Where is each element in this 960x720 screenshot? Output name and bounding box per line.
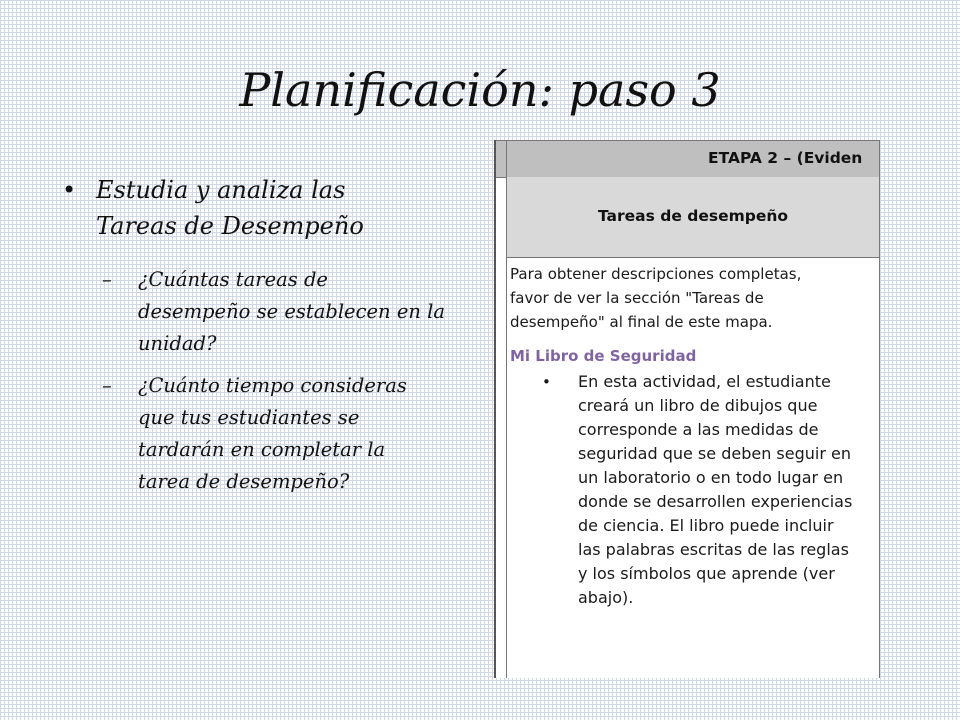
sub-bullet-2-line-3: tardarán en completar la [138,438,386,461]
stage-header-text: ETAPA 2 – (Eviden [708,149,863,167]
slide-content [62,172,482,498]
sub-bullet-2-line-4: tarea de desempeño? [138,470,350,493]
sub-bullet-1 [102,264,482,360]
main-bullet-line-2: Tareas de Desempeño [96,212,364,240]
intro-line-1: Para obtener descripciones completas, [510,265,802,283]
stage-header-row [496,140,880,178]
column-header-cell [506,177,880,258]
item-line-7: de ciencia. El libro puede incluir [578,516,834,535]
main-bullet [62,172,482,244]
item-line-8: las palabras escritas de las reglas [578,540,849,559]
sub-bullet-1-line-2: desempeño se establecen en la [138,300,445,323]
item-line-5: un laboratorio o en todo lugar en [578,468,844,487]
item-line-9: y los símbolos que aprende (ver [578,564,835,583]
intro-text [510,262,878,334]
item-line-4: seguridad que se deben seguir en [578,444,851,463]
sub-bullet-1-line-1: ¿Cuántas tareas de [138,268,328,291]
column-divider [506,257,507,678]
intro-line-3: desempeño" al final de este mapa. [510,313,773,331]
right-divider [879,140,880,678]
sub-bullet-2-line-1: ¿Cuánto tiempo consideras [138,374,407,397]
bullet-marker: • [62,176,77,204]
main-bullet-line-1: Estudia y analiza las [96,176,346,204]
column-header-text: Tareas de desempeño [597,207,789,225]
intro-line-2: favor de ver la sección "Tareas de [510,289,764,307]
section-title: Mi Libro de Seguridad [510,347,697,365]
sub-bullet-marker: – [102,374,112,397]
document-excerpt-image [494,140,880,678]
sub-bullet-1-line-3: unidad? [138,332,217,355]
item-line-10: abajo). [578,588,634,607]
item-marker: • [542,373,551,391]
sub-bullet-marker: – [102,268,112,291]
item-line-1: En esta actividad, el estudiante [578,372,831,391]
item-line-3: corresponde a las medidas de [578,420,819,439]
slide-title: Planificación: paso 3 [239,63,721,117]
sub-bullet-2-line-2: que tus estudiantes se [138,406,360,429]
item-line-6: donde se desarrollen experiencias [578,492,853,511]
item-line-2: creará un libro de dibujos que [578,396,818,415]
task-description [510,262,878,610]
task-item [510,370,878,610]
sub-bullet-2 [102,370,482,498]
